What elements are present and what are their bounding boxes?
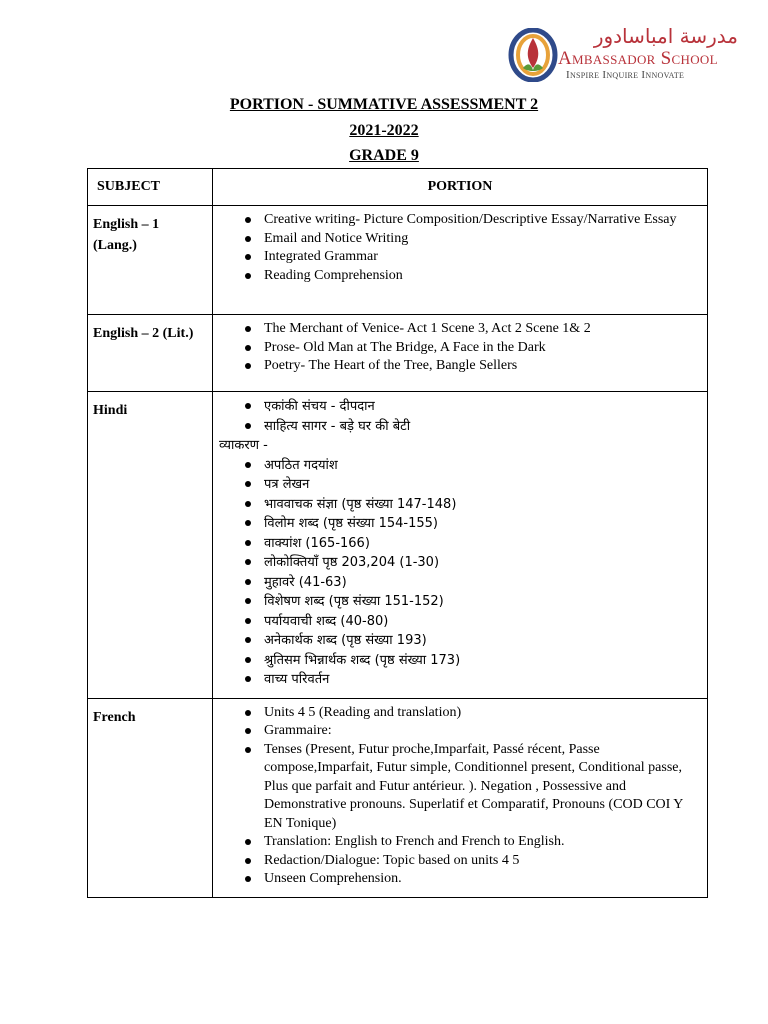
list-item: विशेषण शब्द (पृष्ठ संख्या 151-152) bbox=[216, 592, 699, 612]
list-item: Tenses (Present, Futur proche,Imparfait, Passé récent, Passe compose,Imparfait, Futur simple, Conditionnel present, Conditional passe, Plus que parfait and Futur antérieur. ). Negation , Possessive and Demonstrative pronouns. Superlatif et Comparatif, Pronouns (COD COI Y EN Tonique) bbox=[216, 741, 699, 834]
portion-cell bbox=[213, 698, 708, 897]
table-row bbox=[88, 206, 708, 315]
school-tagline: Inspire Inquire Innovate bbox=[566, 69, 685, 81]
list-item: Unseen Comprehension. bbox=[216, 870, 699, 889]
subject-cell: English – 2 (Lit.) bbox=[88, 315, 213, 392]
school-name: Ambassador School bbox=[558, 48, 718, 69]
list-item: विलोम शब्द (पृष्ठ संख्या 154-155) bbox=[216, 514, 699, 534]
subject-cell: French bbox=[88, 698, 213, 897]
grade-label: GRADE 9 bbox=[349, 147, 419, 164]
portion-cell bbox=[213, 206, 708, 315]
document-title: PORTION - SUMMATIVE ASSESSMENT 2 bbox=[229, 96, 539, 113]
list-item: Poetry- The Heart of the Tree, Bangle Sellers bbox=[216, 357, 699, 376]
subject-cell: Hindi bbox=[88, 392, 213, 699]
portion-list bbox=[216, 397, 699, 436]
list-item: वाक्यांश (165-166) bbox=[216, 534, 699, 554]
portion-table bbox=[87, 168, 708, 898]
list-item: पर्यायवाची शब्द (40-80) bbox=[216, 612, 699, 632]
list-item: वाच्य परिवर्तन bbox=[216, 670, 699, 690]
portion-list bbox=[216, 211, 699, 285]
list-item: मुहावरे (41-63) bbox=[216, 573, 699, 593]
portion-list bbox=[216, 704, 699, 889]
subject-cell: English – 1 (Lang.) bbox=[88, 206, 213, 315]
list-item: Grammaire: bbox=[216, 722, 699, 741]
list-item: Reading Comprehension bbox=[216, 267, 699, 286]
table-row bbox=[88, 315, 708, 392]
portion-cell bbox=[213, 392, 708, 699]
portion-cell bbox=[213, 315, 708, 392]
list-item: भाववाचक संज्ञा (पृष्ठ संख्या 147-148) bbox=[216, 495, 699, 515]
table-row bbox=[88, 698, 708, 897]
portion-header: PORTION bbox=[213, 169, 708, 206]
list-item: Redaction/Dialogue: Topic based on units 4 5 bbox=[216, 852, 699, 871]
grammar-subheading: व्याकरण - bbox=[219, 438, 268, 453]
list-item: अनेकार्थक शब्द (पृष्ठ संख्या 193) bbox=[216, 631, 699, 651]
list-item: Prose- Old Man at The Bridge, A Face in the Dark bbox=[216, 339, 699, 358]
list-item: The Merchant of Venice- Act 1 Scene 3, Act 2 Scene 1& 2 bbox=[216, 320, 699, 339]
list-item: Integrated Grammar bbox=[216, 248, 699, 267]
list-item: एकांकी संचय - दीपदान bbox=[216, 397, 699, 417]
table-header-row bbox=[88, 169, 708, 206]
list-item: पत्र लेखन bbox=[216, 475, 699, 495]
school-emblem-icon bbox=[506, 28, 560, 82]
subject-header: SUBJECT bbox=[88, 169, 213, 206]
list-item: अपठित गदयांश bbox=[216, 456, 699, 476]
list-item: Units 4 5 (Reading and translation) bbox=[216, 704, 699, 723]
school-name-arabic: مدرسة امباسادور bbox=[593, 24, 738, 48]
list-item: श्रुतिसम भिन्नार्थक शब्द (पृष्ठ संख्या 173) bbox=[216, 651, 699, 671]
list-item: लोकोक्तियाँ पृष्ठ 203,204 (1-30) bbox=[216, 553, 699, 573]
list-item: Creative writing- Picture Composition/Descriptive Essay/Narrative Essay bbox=[216, 211, 699, 230]
academic-year: 2021-2022 bbox=[349, 122, 419, 139]
school-logo bbox=[506, 24, 738, 86]
portion-list bbox=[216, 320, 699, 376]
table-row bbox=[88, 392, 708, 699]
list-item: Email and Notice Writing bbox=[216, 230, 699, 249]
list-item: Translation: English to French and French to English. bbox=[216, 833, 699, 852]
list-item: साहित्य सागर - बड़े घर की बेटी bbox=[216, 417, 699, 437]
portion-list bbox=[216, 456, 699, 690]
